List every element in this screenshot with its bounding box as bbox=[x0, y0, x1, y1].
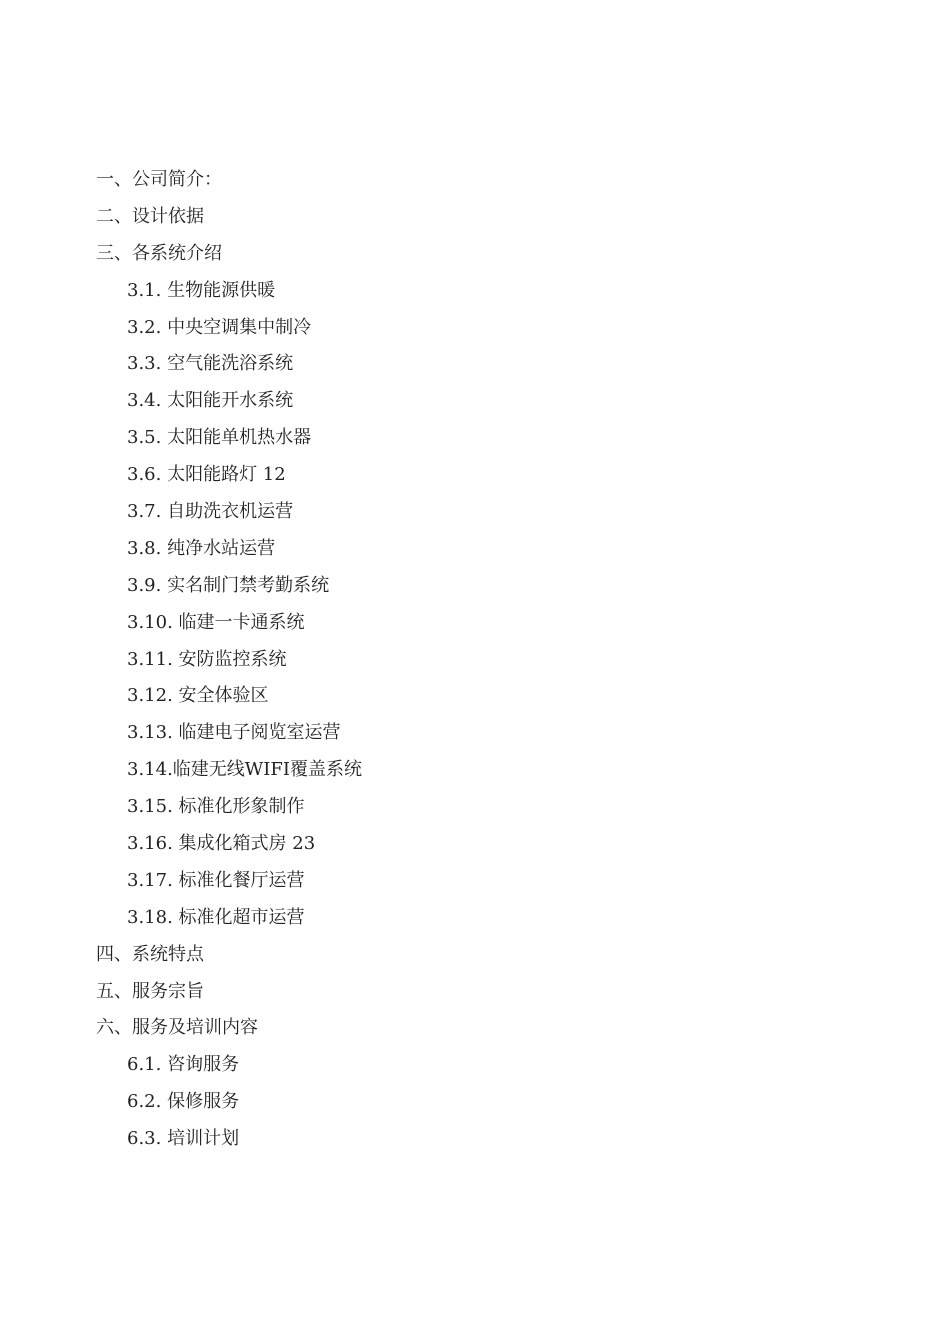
toc-subitem: 3.18. 标准化超市运营 bbox=[127, 906, 305, 928]
toc-subitem: 6.3. 培训计划 bbox=[127, 1128, 240, 1150]
toc-item: 四、系统特点 bbox=[96, 943, 204, 965]
toc-item: 二、设计依据 bbox=[96, 205, 204, 227]
toc-subitem: 3.12. 安全体验区 bbox=[127, 685, 269, 707]
toc-subitem: 3.13. 临建电子阅览室运营 bbox=[127, 722, 341, 744]
toc-subitem: 3.5. 太阳能单机热水器 bbox=[127, 427, 312, 449]
toc-item: 六、服务及培训内容 bbox=[96, 1017, 258, 1039]
toc-item: 五、服务宗旨 bbox=[96, 980, 204, 1002]
toc-item: 一、公司简介： bbox=[96, 169, 222, 190]
toc-subitem: 3.3. 空气能洗浴系统 bbox=[127, 353, 294, 375]
toc-subitem: 3.17. 标准化餐厅运营 bbox=[127, 869, 305, 891]
toc-item: 三、各系统介绍 bbox=[96, 242, 222, 264]
toc-subitem: 3.6. 太阳能路灯 12 bbox=[127, 464, 286, 486]
toc-subitem: 3.1. 生物能源供暖 bbox=[127, 279, 276, 301]
toc-subitem: 3.16. 集成化箱式房 23 bbox=[127, 833, 316, 855]
toc-subitem: 3.2. 中央空调集中制冷 bbox=[127, 316, 312, 338]
toc-subitem: 6.1. 咨询服务 bbox=[127, 1054, 240, 1076]
toc-subitem: 3.4. 太阳能开水系统 bbox=[127, 390, 294, 412]
toc-subitem: 6.2. 保修服务 bbox=[127, 1091, 240, 1113]
toc-subitem: 3.10. 临建一卡通系统 bbox=[127, 611, 305, 633]
toc-subitem: 3.8. 纯净水站运营 bbox=[127, 537, 276, 559]
toc-subitem: 3.9. 实名制门禁考勤系统 bbox=[127, 574, 330, 596]
toc-subitem: 3.7. 自助洗衣机运营 bbox=[127, 501, 294, 523]
toc-subitem: 3.14.临建无线WIFI覆盖系统 bbox=[127, 759, 363, 781]
table-of-contents bbox=[96, 162, 896, 1158]
toc-subitem: 3.15. 标准化形象制作 bbox=[127, 796, 305, 818]
toc-subitem: 3.11. 安防监控系统 bbox=[127, 648, 287, 670]
